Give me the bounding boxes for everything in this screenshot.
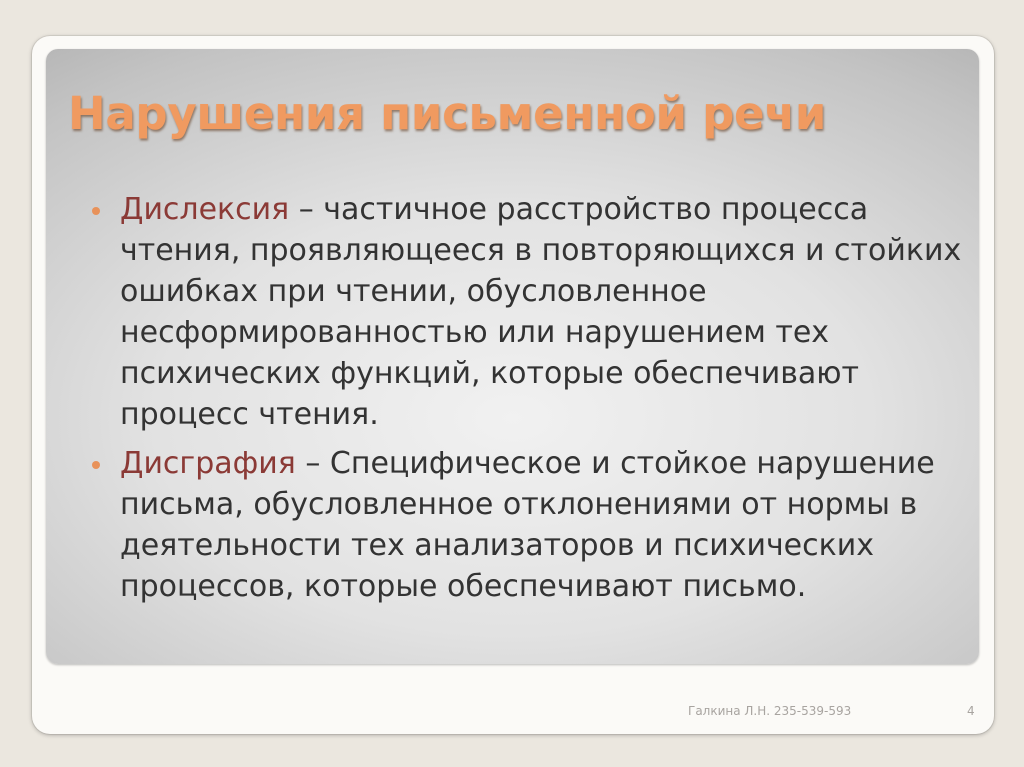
content-panel: [46, 49, 979, 664]
bullet-term: Дисграфия: [120, 446, 296, 481]
slide-title: Нарушения письменной речи: [68, 87, 827, 140]
bullet-term: Дислексия: [120, 192, 290, 227]
bullet-text: – Специфическое и стойкое нарушение письма, обусловленное отклонениями от нормы в деятельности тех анализаторов и психических процессов, которые обеспечивают письмо.: [120, 446, 935, 604]
slide: [32, 36, 994, 734]
bullet-dot-icon: [92, 207, 100, 215]
bullet-item-dysgraphia: [86, 443, 966, 607]
slide-number: 4: [967, 704, 975, 718]
bullet-text: – частичное расстройство процесса чтения, проявляющееся в повторяющихся и стойких ошибках при чтении, обусловленное несформированностью или нарушением тех психических функций, которые обеспечивают процесс чтения.: [120, 192, 962, 432]
footer-author: Галкина Л.Н. 235-539-593: [688, 704, 852, 718]
bullet-item-dyslexia: [86, 189, 966, 435]
bullet-dot-icon: [92, 461, 100, 469]
bullet-list: [86, 189, 966, 615]
